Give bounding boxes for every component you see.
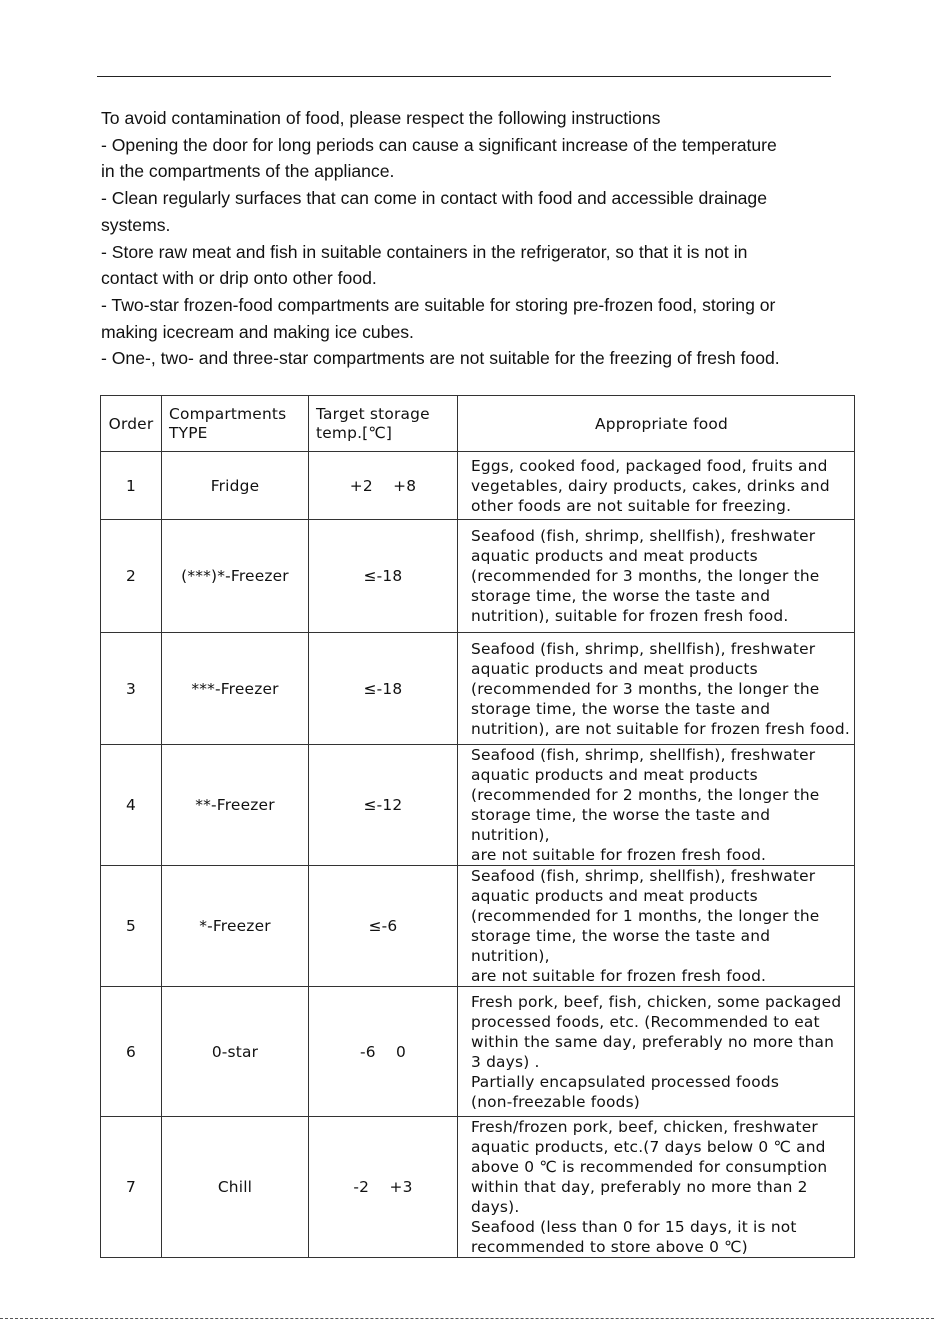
cell-order: 7 xyxy=(101,1117,162,1258)
cell-temp: ≤-18 xyxy=(309,633,458,745)
table-header-row xyxy=(101,396,855,452)
table-row xyxy=(101,520,855,633)
table-row xyxy=(101,1117,855,1258)
cell-order: 3 xyxy=(101,633,162,745)
header-food: Appropriate food xyxy=(458,396,855,452)
instruction-line: - Two-star frozen-food compartments are suitable for storing pre-frozen food, storing or xyxy=(101,294,776,315)
cell-temp: -2 +3 xyxy=(309,1117,458,1258)
table-row xyxy=(101,633,855,745)
header-type-line1: Compartments xyxy=(169,404,287,423)
storage-table xyxy=(100,395,855,1258)
cell-food: Eggs, cooked food, packaged food, fruits and vegetables, dairy products, cakes, drinks and other foods are not suitable for freezing. xyxy=(458,452,855,520)
cell-type: *-Freezer xyxy=(162,866,309,987)
cell-temp: ≤-18 xyxy=(309,520,458,633)
instruction-line: - Clean regularly surfaces that can come in contact with food and accessible drainage xyxy=(101,188,767,209)
cell-temp: ≤-12 xyxy=(309,745,458,866)
header-type xyxy=(162,396,309,452)
cell-type: (***)*-Freezer xyxy=(162,520,309,633)
cell-food: Seafood (fish, shrimp, shellfish), freshwater aquatic products and meat products (recommended for 2 months, the longer the storage time, the worse the taste and nutrition), are not suitable for frozen fresh food. xyxy=(458,745,855,866)
cell-order: 1 xyxy=(101,452,162,520)
cell-type: Fridge xyxy=(162,452,309,520)
cell-food: Seafood (fish, shrimp, shellfish), freshwater aquatic products and meat products (recommended for 3 months, the longer the storage time, the worse the taste and nutrition), suitable for frozen fresh food. xyxy=(458,520,855,633)
header-temp-line2: temp.[℃] xyxy=(316,423,393,442)
instruction-line: - Opening the door for long periods can cause a significant increase of the temperature xyxy=(101,134,777,155)
cell-type: Chill xyxy=(162,1117,309,1258)
cell-food: Fresh pork, beef, fish, chicken, some packaged processed foods, etc. (Recommended to eat within the same day, preferably no more than 3 days) . Partially encapsulated processed foods (non-freezable foods) xyxy=(458,987,855,1117)
instruction-line: in the compartments of the appliance. xyxy=(101,161,395,182)
cell-temp: +2 +8 xyxy=(309,452,458,520)
cell-order: 2 xyxy=(101,520,162,633)
cell-food: Seafood (fish, shrimp, shellfish), freshwater aquatic products and meat products (recommended for 3 months, the longer the storage time, the worse the taste and nutrition), are not suitable for frozen fresh food. xyxy=(458,633,855,745)
cell-type: **-Freezer xyxy=(162,745,309,866)
instructions-text xyxy=(101,105,871,372)
header-type-line2: TYPE xyxy=(169,423,208,442)
cell-food: Fresh/frozen pork, beef, chicken, freshwater aquatic products, etc.(7 days below 0 ℃ and above 0 ℃ is recommended for consumption within that day, preferably no more than 2 days). Seafood (less than 0 for 15 days, it is not recommended to store above 0 ℃) xyxy=(458,1117,855,1258)
cell-temp: -6 0 xyxy=(309,987,458,1117)
instruction-line: making icecream and making ice cubes. xyxy=(101,321,414,342)
cell-food: Seafood (fish, shrimp, shellfish), freshwater aquatic products and meat products (recommended for 1 months, the longer the storage time, the worse the taste and nutrition), are not suitable for frozen fresh food. xyxy=(458,866,855,987)
cell-order: 4 xyxy=(101,745,162,866)
instruction-line: - One-, two- and three-star compartments are not suitable for the freezing of fresh food. xyxy=(101,348,780,369)
header-temp-line1: Target storage xyxy=(316,404,430,423)
table-row xyxy=(101,452,855,520)
header-rule xyxy=(97,76,831,77)
table-row xyxy=(101,866,855,987)
header-temp xyxy=(309,396,458,452)
cell-order: 5 xyxy=(101,866,162,987)
header-order: Order xyxy=(101,396,162,452)
table-row xyxy=(101,987,855,1117)
cell-type: ***-Freezer xyxy=(162,633,309,745)
table-row xyxy=(101,745,855,866)
instruction-line: - Store raw meat and fish in suitable containers in the refrigerator, so that it is not in xyxy=(101,241,748,262)
instruction-line: contact with or drip onto other food. xyxy=(101,268,377,289)
cell-temp: ≤-6 xyxy=(309,866,458,987)
cell-type: 0-star xyxy=(162,987,309,1117)
instruction-line: To avoid contamination of food, please respect the following instructions xyxy=(101,108,661,128)
page-edge-rule xyxy=(0,1318,934,1319)
cell-order: 6 xyxy=(101,987,162,1117)
instruction-line: systems. xyxy=(101,214,171,235)
